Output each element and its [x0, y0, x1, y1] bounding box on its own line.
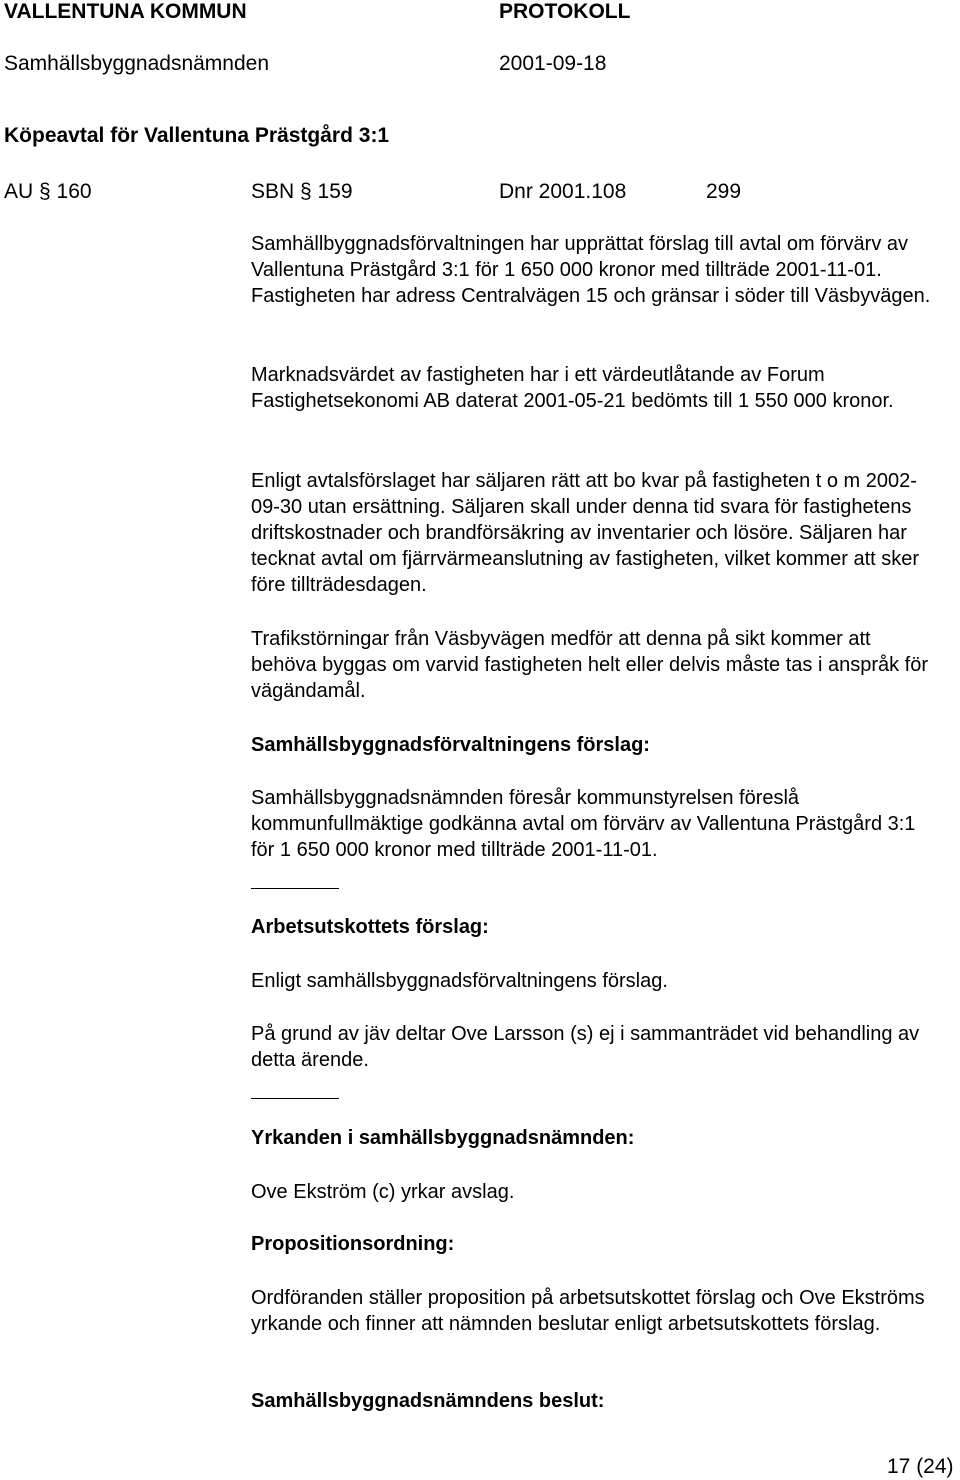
page-title: Köpeavtal för Vallentuna Prästgård 3:1	[4, 124, 390, 147]
forvaltning-section	[251, 785, 941, 863]
forvaltning-text: Samhällsbyggnadsnämnden föresår kommunstyrelsen föreslå kommunfullmäktige godkänna avtal om förvärv av Vallentuna Prästgård 3:1 för 1 650 000 kronor med tillträde 2001-11-01.	[251, 787, 916, 861]
yrkanden-text: Ove Ekström (c) yrkar avslag.	[251, 1181, 515, 1203]
au-text: Enligt samhällsbyggnadsförvaltningens förslag.	[251, 970, 668, 992]
committee-name: Samhällsbyggnadsnämnden	[4, 52, 270, 75]
sbn-reference: SBN § 159	[251, 180, 353, 203]
paragraph-1	[251, 231, 941, 309]
forvaltning-heading: Samhällsbyggnadsförvaltningens förslag:	[251, 734, 650, 756]
beslut-heading: Samhällsbyggnadsnämndens beslut:	[251, 1390, 605, 1412]
au-reference: AU § 160	[4, 180, 92, 203]
paragraph-text: Trafikstörningar från Väsbyvägen medför att denna på sikt kommer att behöva byggas om varvid fastigheten helt eller delvis måste tas i anspråk för vägändamål.	[251, 628, 929, 702]
case-number: 299	[706, 180, 742, 203]
paragraph-text: Enligt avtalsförslaget har säljaren rätt att bo kvar på fastigheten t o m 2002-09-30 utan ersättning. Säljaren skall under denna tid svara för fastighetens driftskostnader och brandförsäkring av inventarier och lösöre. Säljaren har tecknat avtal om fjärrvärmeanslutning av fastigheten, vilket kommer att sker före tillträdesdagen.	[251, 470, 920, 596]
proposition-text: Ordföranden ställer proposition på arbetsutskottet förslag och Ove Ekströms yrkande och finner att nämnden beslutar enligt arbetsutskottets förslag.	[251, 1287, 925, 1335]
au-heading: Arbetsutskottets förslag:	[251, 916, 489, 938]
meeting-date: 2001-09-18	[499, 52, 607, 75]
paragraph-text: Marknadsvärdet av fastigheten har i ett värdeutlåtande av Forum Fastighetsekonomi AB daterat 2001-05-21 bedömts till 1 550 000 kronor.	[251, 364, 894, 412]
organization-name: VALLENTUNA KOMMUN	[4, 0, 247, 23]
proposition-section	[251, 1285, 941, 1337]
paragraph-text: Samhällbyggnadsförvaltningen har upprättat förslag till avtal om förvärv av Vallentuna Prästgård 3:1 för 1 650 000 kronor med tillträde 2001-11-01. Fastigheten har adress Centralvägen 15 och gränsar i söder till Väsbyvägen.	[251, 233, 931, 307]
proposition-heading: Propositionsordning:	[251, 1233, 455, 1255]
page-number: 17 (24)	[887, 1455, 954, 1478]
dnr-reference: Dnr 2001.108	[499, 180, 627, 203]
document-type: PROTOKOLL	[499, 0, 631, 23]
jav-section	[251, 1021, 941, 1073]
section-divider	[251, 1098, 339, 1099]
jav-text: På grund av jäv deltar Ove Larsson (s) ej i sammanträdet vid behandling av detta ärende.	[251, 1023, 920, 1071]
paragraph-2	[251, 362, 941, 414]
paragraph-3	[251, 468, 941, 598]
yrkanden-heading: Yrkanden i samhällsbyggnadsnämnden:	[251, 1127, 635, 1149]
paragraph-4	[251, 626, 941, 704]
section-divider	[251, 888, 339, 889]
